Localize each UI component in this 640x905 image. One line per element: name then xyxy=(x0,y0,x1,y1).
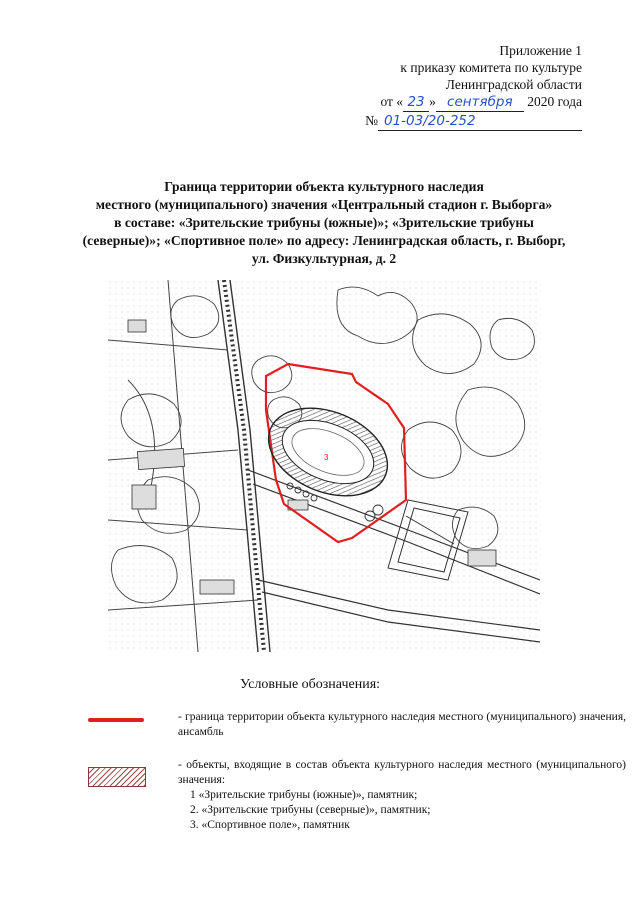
appendix-line-1: Приложение 1 xyxy=(499,43,582,58)
date-month: сентября xyxy=(436,94,524,112)
hatched-objects-symbol xyxy=(88,767,146,787)
date-day: 23 xyxy=(403,94,429,112)
title-line-2: местного (муниципального) значения «Центральный стадион г. Выборга» xyxy=(95,197,553,212)
appendix-number xyxy=(282,112,582,131)
number-prefix: № xyxy=(365,113,378,128)
title-line-3: в составе: «Зрительские трибуны (южные)»; «Зрительские трибуны xyxy=(114,215,534,230)
legend-item-boundary xyxy=(178,710,626,740)
legend-subitem-2: 2. «Зрительские трибуны (северные)», памятник; xyxy=(190,804,431,816)
date-mid: » xyxy=(429,94,436,109)
appendix-date xyxy=(282,93,582,112)
date-suffix: 2020 года xyxy=(527,94,582,109)
document-title xyxy=(40,178,608,268)
number-value: 01-03/20-252 xyxy=(378,113,582,131)
appendix-header xyxy=(282,42,582,131)
site-map xyxy=(108,280,540,652)
legend-item-objects-text: - объекты, входящие в состав объекта культурного наследия местного (муниципального) значения: xyxy=(178,759,626,786)
title-line-4: (северные)»; «Спортивное поле» по адресу: Ленинградская область, г. Выборг, xyxy=(82,233,566,248)
date-prefix: от « xyxy=(380,94,404,109)
legend-item-boundary-text: - граница территории объекта культурного наследия местного (муниципального) значения, ансамбль xyxy=(178,711,626,738)
legend-heading: Условные обозначения: xyxy=(240,677,381,692)
appendix-line-2: к приказу комитета по культуре xyxy=(400,60,582,75)
map-svg xyxy=(108,280,540,652)
legend-subitem-3: 3. «Спортивное поле», памятник xyxy=(190,819,350,831)
legend-item-objects xyxy=(178,758,626,833)
object-number-label: 3 xyxy=(324,453,329,462)
title-line-1: Граница территории объекта культурного наследия xyxy=(164,179,484,194)
title-line-5: ул. Физкультурная, д. 2 xyxy=(251,251,397,266)
legend-subitem-1: 1 «Зрительские трибуны (южные)», памятник; xyxy=(190,789,418,801)
appendix-line-3: Ленинградской области xyxy=(445,77,582,92)
boundary-line-symbol xyxy=(88,718,144,722)
